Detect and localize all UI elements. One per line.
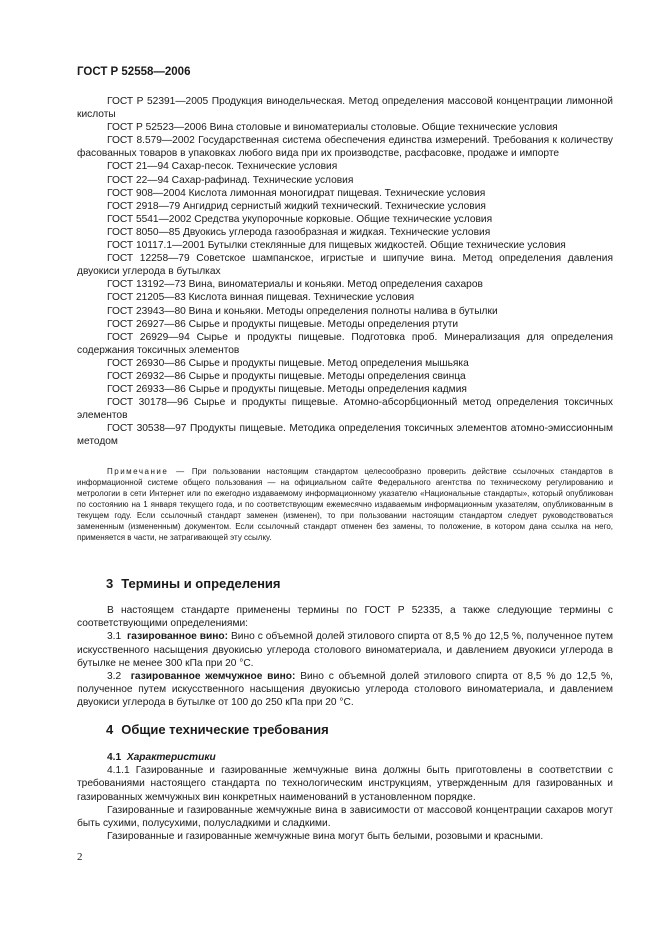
section-4-paragraph: 4.1.1 Газированные и газированные жемчужные вина должны быть приготовлены в соответствии с требованиями настоящего стандарта по технологическим инструкциям, утвержденным для газированных и газированных жемчужных вин конкретных наименований в установленном порядке. — [77, 765, 613, 803]
subsection-number: 4.1 — [107, 752, 122, 763]
term-text: Вино с объемной долей этилового спирта от 8,5 % до 12,5 %, полученное путем искусственного насыщения двуокисью углерода столового виноматериала, и давлением двуокиси углерода в бутылке от 100 до 250 кПа при 20 °С. — [77, 671, 613, 709]
section-3-title: Термины и определения — [121, 576, 281, 591]
reference-item: ГОСТ Р 52391—2005 Продукция винодельческая. Метод определения массовой концентрации лимонной кислоты — [77, 96, 613, 121]
normative-references-list — [77, 95, 613, 449]
term-name: газированное вино: — [127, 631, 229, 643]
subsection-heading — [107, 751, 613, 764]
section-4-body — [77, 751, 613, 843]
reference-item: ГОСТ 30178—96 Сырье и продукты пищевые. Атомно-абсорбционный метод определения токсичных элементов — [77, 397, 613, 422]
term-text: Вино с объемной долей этилового спирта от 8,5 % до 12,5 %, полученное путем искусственного насыщения двуокисью углерода столового виноматериала, и давлением двуокиси углерода в бутылке не менее 300 кПа при 20 °С. — [77, 631, 613, 669]
section-3-number: 3 — [106, 576, 114, 591]
term-number: 3.2 — [107, 671, 122, 683]
reference-item: ГОСТ 26932—86 Сырье и продукты пищевые. Методы определения свинца — [107, 370, 466, 382]
reference-item: ГОСТ 8050—85 Двуокись углерода газообразная и жидкая. Технические условия — [107, 226, 491, 238]
section-4-title: Общие технические требования — [121, 722, 329, 737]
note-label: Примечание — — [107, 467, 186, 476]
reference-item: ГОСТ 30538—97 Продукты пищевые. Методика определения токсичных элементов атомно-эмиссионным методом — [77, 423, 613, 448]
page-number: 2 — [77, 851, 83, 863]
reference-item: ГОСТ 22—94 Сахар-рафинад. Технические условия — [107, 174, 354, 186]
term-definition — [77, 630, 613, 670]
section-4-paragraph: Газированные и газированные жемчужные вина в зависимости от массовой концентрации сахаров могут быть сухими, полусухими, полусладкими и сладкими. — [77, 804, 613, 830]
reference-item: ГОСТ 10117.1—2001 Бутылки стеклянные для пищевых жидкостей. Общие технические условия — [107, 240, 566, 252]
reference-item: ГОСТ 12258—79 Советское шампанское, игристые и шипучие вина. Метод определения давления двуокиси углерода в бутылках — [77, 253, 613, 278]
reference-item: ГОСТ 2918—79 Ангидрид сернистый жидкий технический. Технические условия — [107, 200, 486, 212]
reference-item: ГОСТ Р 52523—2006 Вина столовые и виноматериалы столовые. Общие технические условия — [107, 122, 558, 134]
document-header: ГОСТ Р 52558—2006 — [77, 66, 191, 78]
term-number: 3.1 — [107, 631, 122, 643]
reference-item: ГОСТ 26930—86 Сырье и продукты пищевые. Метод определения мышьяка — [107, 357, 469, 369]
section-4-heading — [106, 722, 329, 737]
reference-item: ГОСТ 26927—86 Сырье и продукты пищевые. Методы определения ртути — [107, 318, 459, 330]
term-definition — [77, 670, 613, 710]
term-name: газированное жемчужное вино: — [130, 671, 296, 683]
reference-item: ГОСТ 908—2004 Кислота лимонная моногидрат пищевая. Технические условия — [107, 187, 486, 199]
section-4-paragraph: Газированные и газированные жемчужные вина могут быть белыми, розовыми и красными. — [107, 831, 544, 843]
reference-item: ГОСТ 5541—2002 Средства укупорочные корковые. Общие технические условия — [107, 213, 493, 225]
section-3-intro: В настоящем стандарте применены термины по ГОСТ Р 52335, а также следующие термины с соответствующими определениями: — [77, 605, 613, 630]
note-text: При пользовании настоящим стандартом целесообразно проверить действие ссылочных стандартов в информационной системе общего пользования — на официальном сайте Федерального агентства по техническому регулированию и метрологии в сети Интернет или по ежегодно издаваемому информационному указателю «Национальные стандарты», который опубликован по состоянию на 1 января текущего года, и по соответствующим ежемесячно издаваемым информационным указателям, опубликованным в текущем году. Если ссылочный стандарт заменен (изменен), то при пользовании настоящим стандартом следует руководствоваться замененным (измененным) документом. Если ссылочный стандарт отменен без замены, то положение, в котором дана ссылка на него, применяется в части, не затрагивающей эту ссылку. — [77, 467, 613, 542]
reference-item: ГОСТ 13192—73 Вина, виноматериалы и коньяки. Метод определения сахаров — [107, 279, 483, 291]
reference-item: ГОСТ 21205—83 Кислота винная пищевая. Технические условия — [107, 292, 415, 304]
reference-item: ГОСТ 26929—94 Сырье и продукты пищевые. Подготовка проб. Минерализация для определения содержания токсичных элементов — [77, 331, 613, 356]
reference-item: ГОСТ 21—94 Сахар-песок. Технические условия — [107, 161, 338, 173]
section-4-number: 4 — [106, 722, 114, 737]
reference-note — [77, 466, 613, 543]
reference-item: ГОСТ 23943—80 Вина и коньяки. Методы определения полноты налива в бутылки — [107, 305, 498, 317]
subsection-title: Характеристики — [126, 752, 216, 763]
section-3-heading — [106, 576, 281, 591]
section-3-body — [77, 604, 613, 710]
reference-item: ГОСТ 8.579—2002 Государственная система обеспечения единства измерений. Требования к количеству фасованных товаров в упаковках любого вида при их производстве, расфасовке, продаже и импорте — [77, 135, 613, 160]
reference-item: ГОСТ 26933—86 Сырье и продукты пищевые. Методы определения кадмия — [107, 384, 467, 396]
